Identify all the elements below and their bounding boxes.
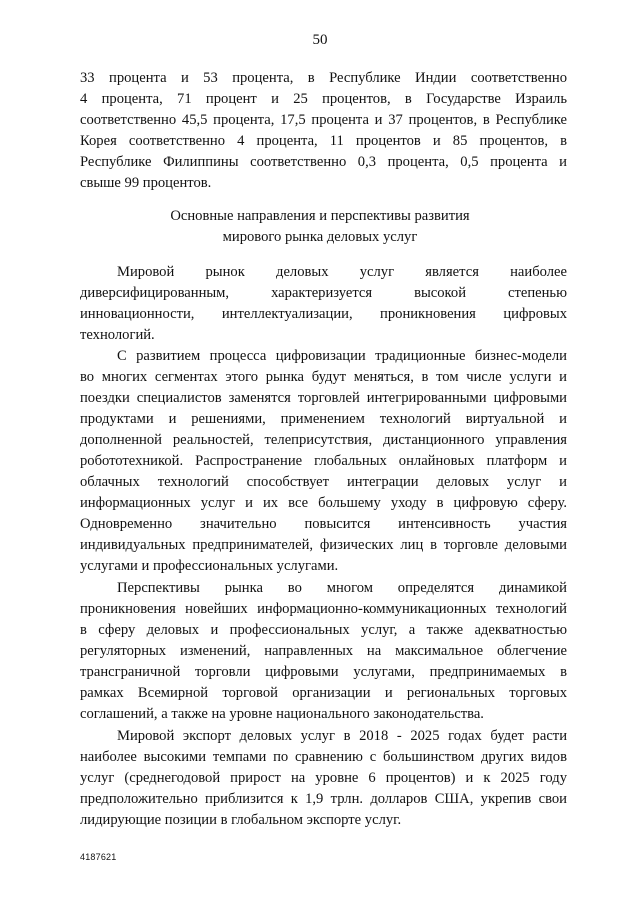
text-line: трансграничной торговли цифровыми услугами, предпринимаемых в [80, 664, 567, 680]
text-line: услугами и профессиональных услугами. [80, 558, 339, 574]
text-line: информационных услуг и их все большему уходу в цифровую сферу. [80, 495, 567, 511]
text-line: Одновременно значительно повысится интенсивность участия [80, 516, 567, 532]
text-line: рамках Всемирной торговой организации и региональных торговых [80, 685, 567, 701]
text-line: услуг (среднегодовой прирост на уровне 6 процентов) и к 2025 году [80, 770, 567, 786]
text-line: в сферу деловых и профессиональных услуг, а также адекватностью [80, 622, 567, 638]
text-line: Корея соответственно 4 процента, 11 процентов и 85 процентов, в [80, 133, 567, 149]
text-line: индивидуальных предпринимателей, физических лиц в торговле деловыми [80, 537, 567, 553]
text-line: Перспективы рынка во многом определятся динамикой [117, 580, 567, 596]
text-line: продуктами и решениями, применением технологий виртуальной и [80, 411, 567, 427]
text-line: свыше 99 процентов. [80, 175, 212, 191]
text-line: Мировой рынок деловых услуг является наиболее [117, 264, 567, 280]
text-line: Республике Филиппины соответственно 0,3 процента, 0,5 процента и [80, 154, 567, 170]
text-line: наиболее высокими темпами по сравнению с большинством других видов [80, 749, 567, 765]
text-line: 4 процента, 71 процент и 25 процентов, в Государстве Израиль [80, 91, 567, 107]
section-heading-line-2: мирового рынка деловых услуг [222, 229, 418, 245]
text-line: 33 процента и 53 процента, в Республике Индии соответственно [80, 70, 567, 86]
text-line: дополненной реальностей, телеприсутствия, дистанционного управления [80, 432, 567, 448]
document-code: 4187621 [80, 852, 117, 862]
page-number: 50 [312, 32, 328, 48]
text-line: во многих сегментах этого рынка будут меняться, в том числе услуги и [80, 369, 567, 385]
text-line: технологий. [80, 327, 155, 343]
text-line: проникновения новейших информационно-коммуникационных технологий [80, 601, 567, 617]
text-line: робототехникой. Распространение глобальных онлайновых платформ и [80, 453, 567, 469]
text-line: облачных технологий способствует интеграции деловых услуг и [80, 474, 567, 490]
text-line: предположительно приблизится к 1,9 трлн. долларов США, укрепив свои [80, 791, 567, 807]
text-line: лидирующие позиции в глобальном экспорте услуг. [80, 812, 402, 828]
text-line: соглашений, а также на уровне национального законодательства. [80, 706, 484, 722]
section-heading-line-1: Основные направления и перспективы развития [170, 208, 470, 224]
text-line: инновационности, интеллектуализации, проникновения цифровых [80, 306, 567, 322]
text-line: диверсифицированным, характеризуется высокой степенью [80, 285, 567, 301]
text-line: регуляторных изменений, направленных на максимальное облегчение [80, 643, 567, 659]
text-line: поездки специалистов заменятся торговлей интегрированными цифровыми [80, 390, 567, 406]
text-line: Мировой экспорт деловых услуг в 2018 - 2025 годах будет расти [117, 728, 567, 744]
text-line: С развитием процесса цифровизации традиционные бизнес-модели [117, 348, 567, 364]
text-line: соответственно 45,5 процента, 17,5 процента и 37 процентов, в Республике [80, 112, 567, 128]
